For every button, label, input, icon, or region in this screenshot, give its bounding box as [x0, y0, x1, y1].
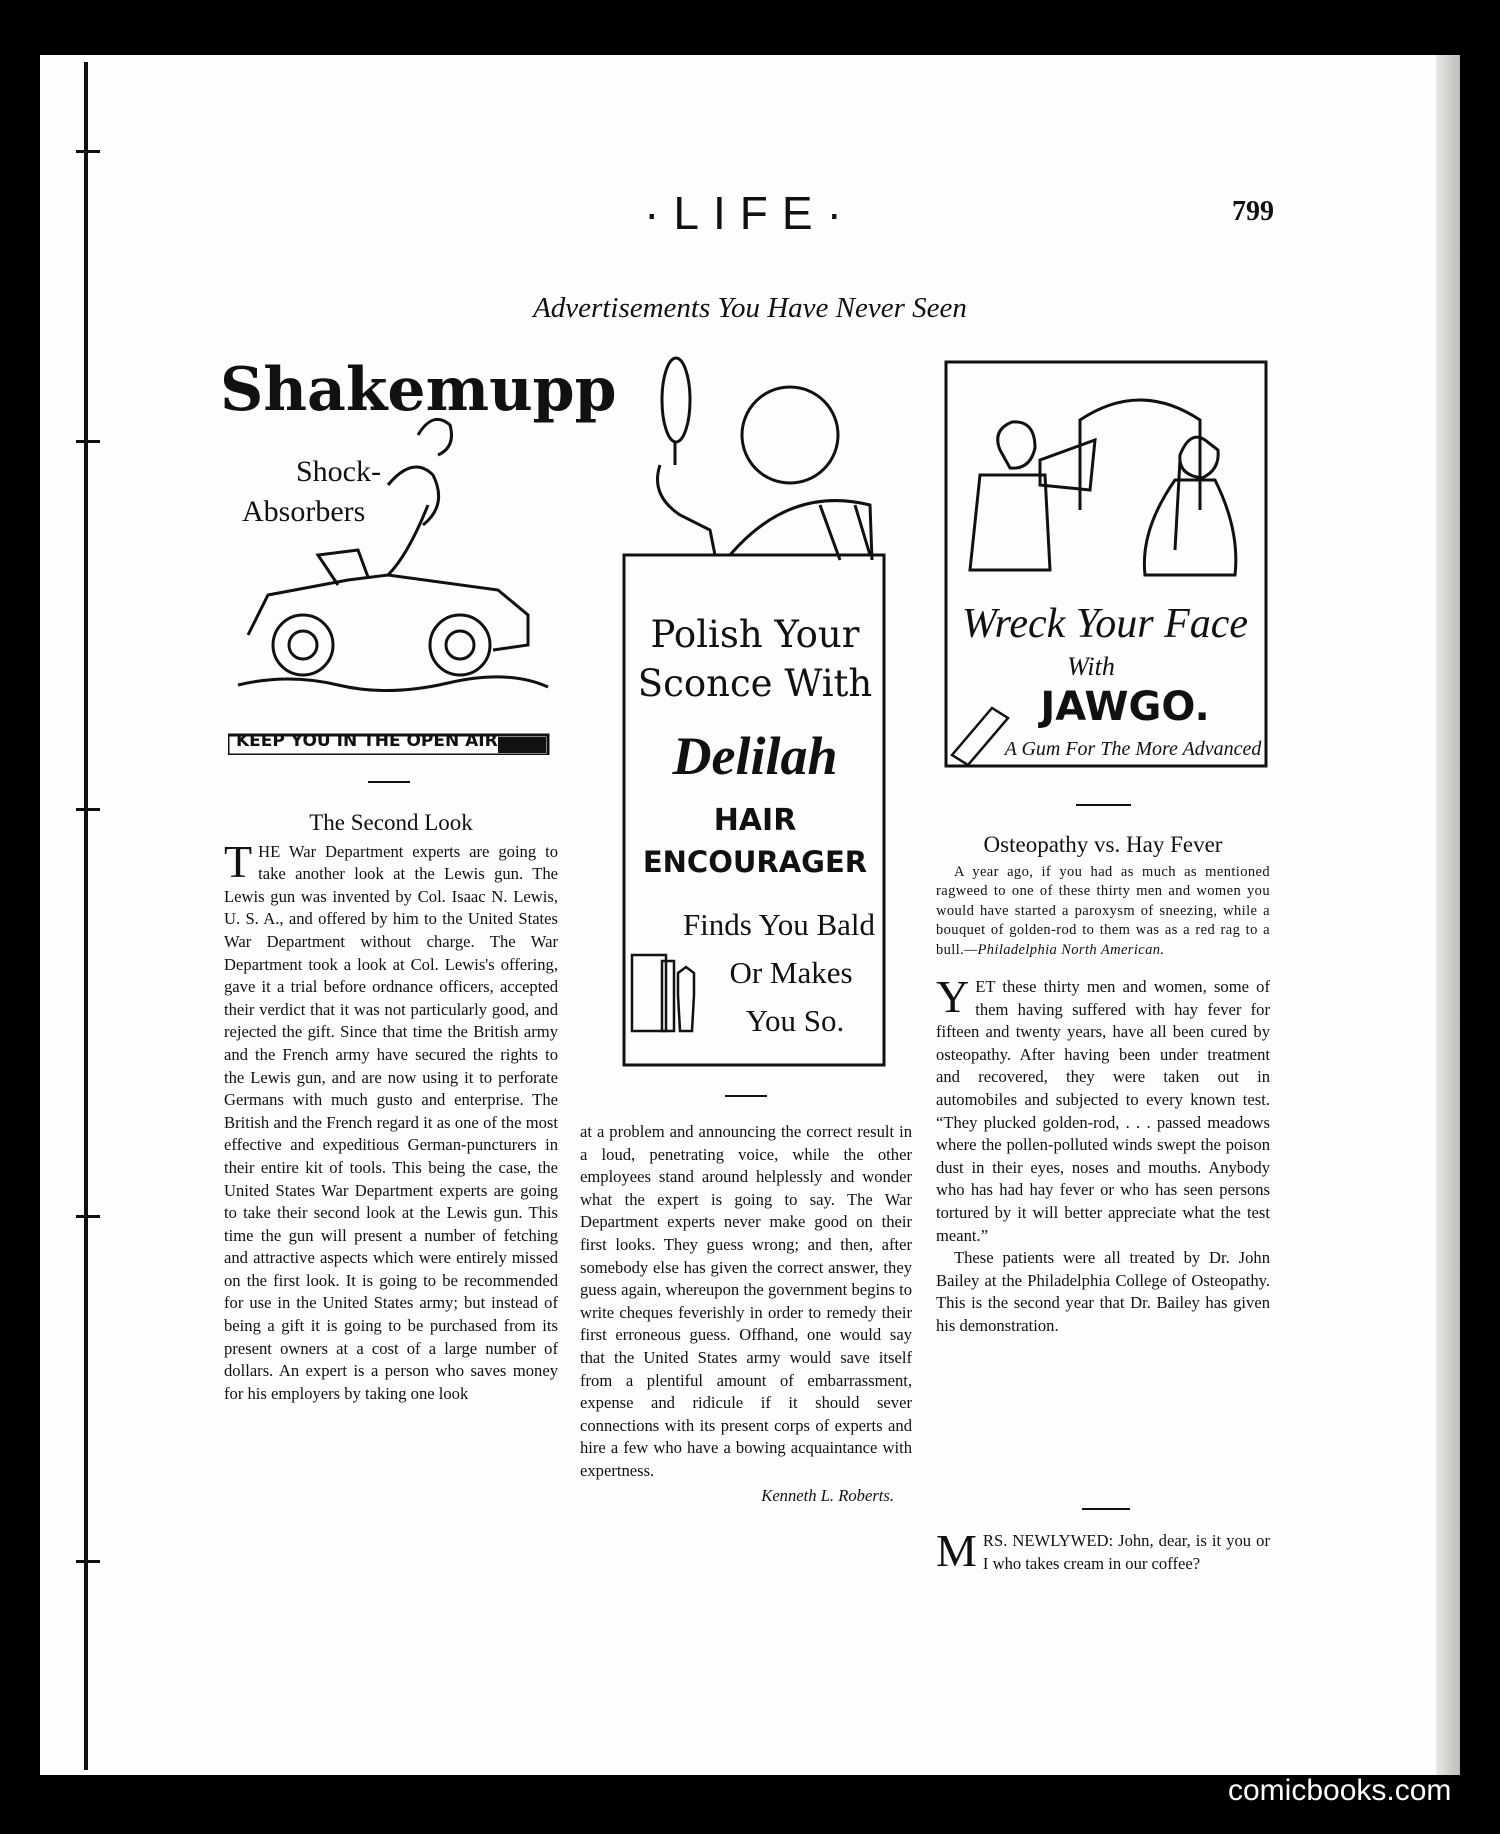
divider-rule — [1076, 804, 1131, 806]
delilah-line2: Sconce With — [637, 662, 873, 705]
article-body: HE War Department experts are going to take another look at the Lewis gun. The Lewis gun was invented by Col. Isaac N. Lewis, U. S. A., and offered by him to the United States War Department without charge. The War Department took a look at Col. Lewis's offering, gave it a trial before ordnance officers, accepted their verdict that it was not particularly good, and rejected the gift. Since that time the British army and the French army have secured the rights to the Lewis gun, and are now using it to perforate Germans with much gusto and enterprise. The British and the French regard it as one of the most effective and expeditious German-puncturers in their entire kit of tools. This being the case, the United States War Department experts are going to take their second look at the Lewis gun. This time the gun will present a number of fetching and attractive aspects which were entirely missed on the first look. It is going to be recommended for use in the United States army; but instead of being a gift it is going to be purchased from its present owners at a cost of a large number of dollars. An expert is a person who saves money for his employers by taking one look — [224, 841, 558, 1403]
shakemupp-brand: Shakemupp — [220, 355, 617, 425]
ad-jawgo — [940, 360, 1270, 770]
delilah-line1: Polish Your — [650, 613, 860, 656]
jawgo-line1: Wreck Your Face — [961, 601, 1249, 647]
watermark: comicbooks.com — [1228, 1774, 1452, 1807]
shakemupp-line2: Absorbers — [242, 495, 366, 528]
binding-tick — [76, 150, 100, 153]
divider-rule — [725, 1095, 767, 1097]
article-title: Osteopathy vs. Hay Fever — [983, 832, 1223, 857]
joke-text: RS. NEWLYWED: John, dear, is it you or I who takes cream in our coffee? — [982, 1531, 1270, 1573]
drop-cap: T — [224, 835, 253, 887]
binding-tick — [76, 440, 100, 443]
joke — [936, 1525, 1270, 1576]
binding-tick — [76, 808, 100, 811]
epigraph-quote: A year ago, if you had as much as mentioned ragweed to one of these thirty men and women you would have started a paroxysm of sneezing, while a bouquet of golden-rod to them was as a red rag to a bull.—Philadelphia North American. — [936, 863, 1270, 958]
delilah-line4: ENCOURAGER — [642, 845, 868, 879]
article-second-look-col2 — [580, 1121, 912, 1507]
delilah-line7: You So. — [745, 1003, 845, 1038]
drop-cap: M — [936, 1525, 977, 1576]
masthead: ·LIFE· — [644, 187, 856, 239]
jawgo-tagline: A Gum For The More Advanced — [1004, 738, 1262, 760]
article-second-look-col1 — [224, 812, 558, 1405]
author-signature: Kenneth L. Roberts. — [761, 1485, 894, 1505]
delilah-line5: Finds You Bald — [682, 907, 876, 942]
divider-rule — [368, 781, 410, 783]
divider-rule — [1082, 1508, 1130, 1510]
drop-cap: Y — [936, 971, 970, 1023]
article-title: The Second Look — [309, 810, 473, 835]
jawgo-brand: JAWGO. — [1040, 684, 1210, 730]
article-body: at a problem and announcing the correct result in a loud, penetrating voice, while the other employees stand around helplessly and wonder what the expert is going to say. The War Department experts never make good on their first looks. They guess wrong; and then, after somebody else has given the correct answer, they guess again, whereupon the government begins to write cheques feverishly in order to remedy their first erroneous guess. Offhand, one would say that the United States army would save itself from a plentiful amount of embarrassment, expense and ridicule if it should sever connections with its present corps of experts and hire a few who have a bowing acquaintance with expertness. — [580, 1122, 912, 1480]
article-body: ET these thirty men and women, some of them having suffered with hay fever for fifteen and twenty years, have all been cured by osteopathy. After having been under treatment and recovered, they were taken out in automobiles and subjected to every known test. “They plucked golden-rod, . . . passed meadows where the pollen-polluted winds swept the poison dust in their eyes, noses and mouths. Anybody who has had hay fever or who has seen persons tortured by it will better appreciate what the test meant.” — [936, 977, 1270, 1245]
quote-source: —Philadelphia North American. — [964, 941, 1165, 958]
shakemupp-line1: Shock- — [296, 455, 381, 488]
delilah-line6: Or Makes — [729, 955, 853, 990]
binding-tick — [76, 1215, 100, 1218]
binding-tick — [76, 1560, 100, 1563]
ad-shakemupp — [220, 355, 617, 755]
shakemupp-tagline: KEEP YOU IN THE OPEN AIR. — [236, 731, 505, 751]
delilah-brand: Delilah — [672, 726, 838, 786]
ad-delilah — [620, 355, 890, 1070]
jawgo-line2: With — [1067, 652, 1115, 681]
article-osteopathy — [936, 834, 1270, 1338]
article-body: These patients were all treated by Dr. John Bailey at the Philadelphia College of Osteopathy. This is the second year that Dr. Bailey has given his demonstration. — [936, 1248, 1270, 1335]
page-number: 799 — [1232, 196, 1274, 227]
section-title: Advertisements You Have Never Seen — [533, 292, 967, 324]
delilah-line3: HAIR — [713, 803, 797, 838]
